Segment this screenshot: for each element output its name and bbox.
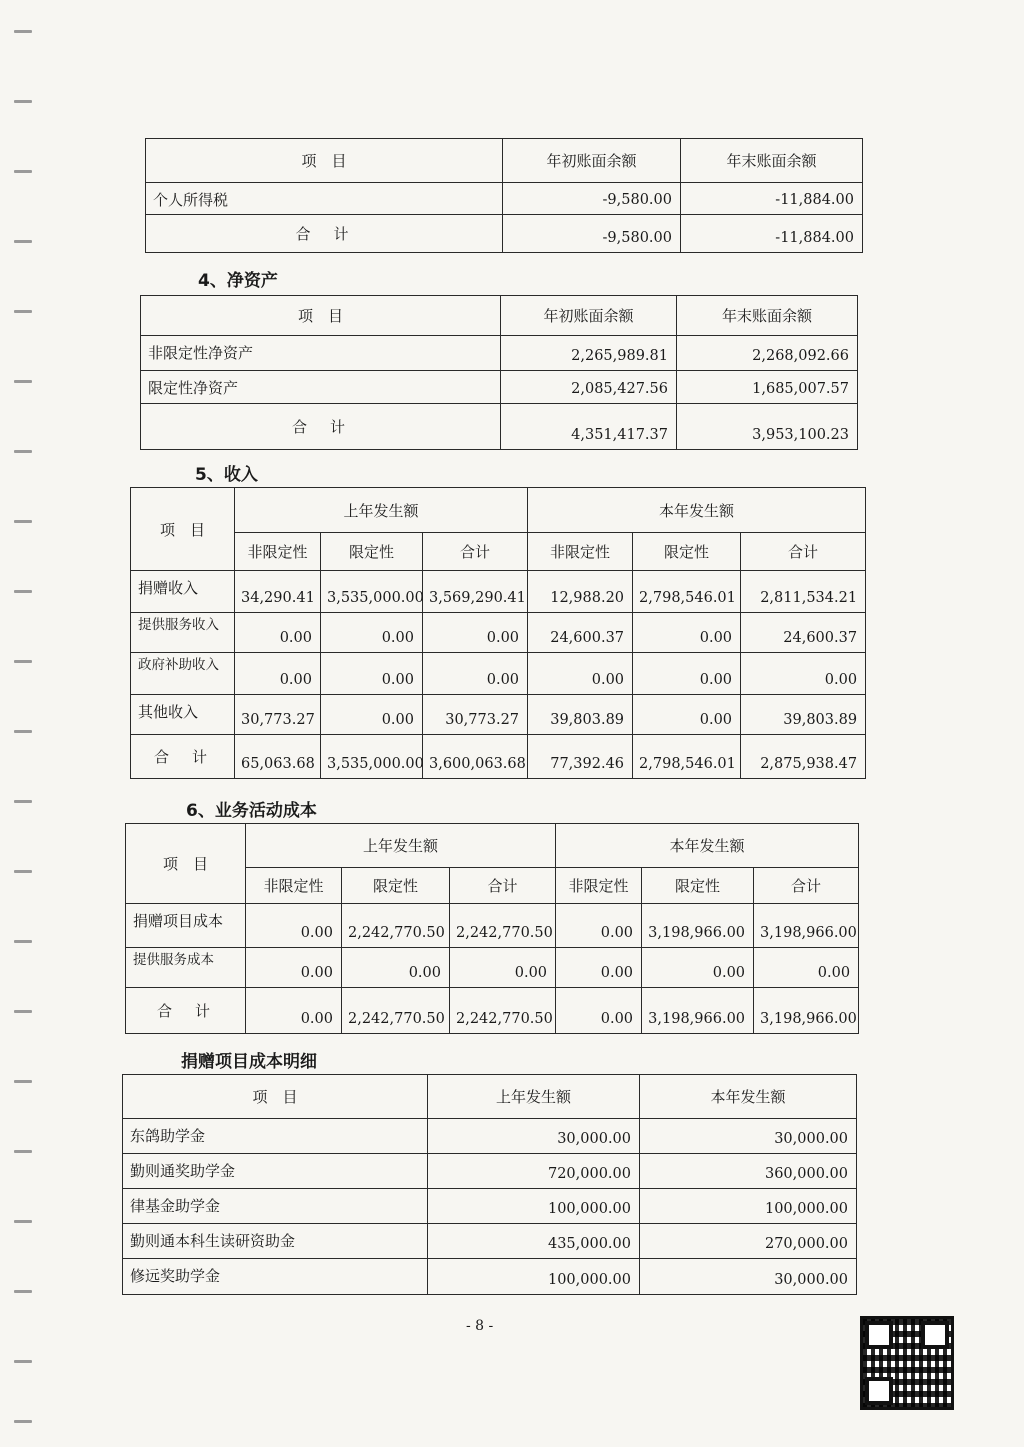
table-row [131, 653, 866, 695]
value-cell: 3,535,000.00 [321, 735, 423, 779]
value-cell: 0.00 [246, 988, 342, 1034]
table-row [146, 183, 863, 215]
value-cell: 0.00 [556, 988, 642, 1034]
curr-value: 30,000.00 [640, 1119, 857, 1154]
value-cell: 2,798,546.01 [633, 735, 741, 779]
value-cell: 3,198,966.00 [642, 988, 754, 1034]
value-cell: 3,198,966.00 [642, 904, 754, 948]
row-label: 提供服务成本 [126, 948, 246, 988]
value-cell: 3,600,063.68 [423, 735, 528, 779]
table-row [123, 1119, 857, 1154]
table-row [123, 1224, 857, 1259]
value-cell: 3,569,290.41 [423, 571, 528, 613]
curr-value: 360,000.00 [640, 1154, 857, 1189]
value-cell: 0.00 [342, 948, 450, 988]
value-cell: 0.00 [423, 613, 528, 653]
value-cell: 0.00 [754, 948, 859, 988]
header-curr-year: 本年发生额 [556, 824, 859, 868]
header-end-balance: 年末账面余额 [681, 139, 863, 183]
table-row [131, 613, 866, 653]
value-cell: 34,290.41 [235, 571, 321, 613]
value-cell: 65,063.68 [235, 735, 321, 779]
end-value: -11,884.00 [681, 215, 863, 253]
value-cell: 2,811,534.21 [741, 571, 866, 613]
sub-header-total: 合计 [423, 533, 528, 571]
header-begin-balance: 年初账面余额 [501, 296, 677, 336]
begin-value: -9,580.00 [503, 215, 681, 253]
row-label: 提供服务收入 [131, 613, 235, 653]
value-cell: 2,242,770.50 [450, 988, 556, 1034]
header-curr-year: 本年发生额 [528, 488, 866, 533]
sub-header-unrestricted: 非限定性 [246, 868, 342, 904]
net-assets-table [140, 295, 858, 450]
prev-value: 100,000.00 [428, 1189, 640, 1224]
sub-header-total: 合计 [741, 533, 866, 571]
curr-value: 100,000.00 [640, 1189, 857, 1224]
end-value: 2,268,092.66 [677, 336, 858, 371]
value-cell: 0.00 [321, 695, 423, 735]
table-row [126, 988, 859, 1034]
end-value: 1,685,007.57 [677, 371, 858, 404]
header-item: 项 目 [146, 139, 503, 183]
value-cell: 2,798,546.01 [633, 571, 741, 613]
value-cell: 2,242,770.50 [342, 904, 450, 948]
value-cell: 0.00 [556, 904, 642, 948]
row-label: 律基金助学金 [123, 1189, 428, 1224]
value-cell: 0.00 [246, 904, 342, 948]
value-cell: 0.00 [321, 653, 423, 695]
row-label: 合 计 [126, 988, 246, 1034]
value-cell: 2,242,770.50 [342, 988, 450, 1034]
value-cell: 39,803.89 [528, 695, 633, 735]
table-row [146, 215, 863, 253]
value-cell: 0.00 [633, 653, 741, 695]
value-cell: 2,242,770.50 [450, 904, 556, 948]
header-prev-year: 上年发生额 [246, 824, 556, 868]
curr-value: 270,000.00 [640, 1224, 857, 1259]
value-cell: 39,803.89 [741, 695, 866, 735]
value-cell: 2,875,938.47 [741, 735, 866, 779]
row-label: 合 计 [131, 735, 235, 779]
table-row [131, 695, 866, 735]
sub-header-restricted: 限定性 [642, 868, 754, 904]
row-label: 勤则通奖助学金 [123, 1154, 428, 1189]
prev-value: 435,000.00 [428, 1224, 640, 1259]
value-cell: 3,535,000.00 [321, 571, 423, 613]
begin-value: -9,580.00 [503, 183, 681, 215]
value-cell: 0.00 [450, 948, 556, 988]
value-cell: 0.00 [528, 653, 633, 695]
row-label: 捐赠收入 [131, 571, 235, 613]
prev-value: 100,000.00 [428, 1259, 640, 1295]
prev-value: 720,000.00 [428, 1154, 640, 1189]
sub-header-unrestricted: 非限定性 [556, 868, 642, 904]
table-row [141, 404, 858, 450]
value-cell: 30,773.27 [235, 695, 321, 735]
value-cell: 0.00 [633, 613, 741, 653]
section-title: 5、收入 [195, 465, 258, 485]
header-item: 项 目 [141, 296, 501, 336]
row-label: 捐赠项目成本 [126, 904, 246, 948]
table-row [126, 904, 859, 948]
tax-table [145, 138, 863, 253]
row-label: 个人所得税 [146, 183, 503, 215]
table-row [126, 948, 859, 988]
row-label: 限定性净资产 [141, 371, 501, 404]
row-label: 东鸽助学金 [123, 1119, 428, 1154]
header-prev-year: 上年发生额 [235, 488, 528, 533]
row-label: 政府补助收入 [131, 653, 235, 695]
header-item: 项 目 [123, 1075, 428, 1119]
sub-header-restricted: 限定性 [321, 533, 423, 571]
value-cell: 24,600.37 [528, 613, 633, 653]
value-cell: 3,198,966.00 [754, 904, 859, 948]
value-cell: 12,988.20 [528, 571, 633, 613]
row-label: 勤则通本科生读研资助金 [123, 1224, 428, 1259]
sub-header-total: 合计 [754, 868, 859, 904]
row-label: 合 计 [141, 404, 501, 450]
table-row [141, 371, 858, 404]
table-row [123, 1259, 857, 1295]
row-label: 修远奖助学金 [123, 1259, 428, 1295]
header-begin-balance: 年初账面余额 [503, 139, 681, 183]
table-row [131, 735, 866, 779]
header-item: 项 目 [126, 824, 246, 904]
begin-value: 2,085,427.56 [501, 371, 677, 404]
sub-header-restricted: 限定性 [633, 533, 741, 571]
end-value: 3,953,100.23 [677, 404, 858, 450]
sub-header-total: 合计 [450, 868, 556, 904]
value-cell: 0.00 [235, 613, 321, 653]
table-row [131, 571, 866, 613]
income-table [130, 487, 866, 779]
donation-detail-table [122, 1074, 857, 1295]
value-cell: 0.00 [642, 948, 754, 988]
value-cell: 30,773.27 [423, 695, 528, 735]
activity-cost-table [125, 823, 859, 1034]
curr-value: 30,000.00 [640, 1259, 857, 1295]
section-title: 6、业务活动成本 [186, 801, 317, 821]
table-row [123, 1189, 857, 1224]
header-prev-year: 上年发生额 [428, 1075, 640, 1119]
row-label: 非限定性净资产 [141, 336, 501, 371]
sub-header-restricted: 限定性 [342, 868, 450, 904]
qr-code-icon [860, 1316, 954, 1410]
value-cell: 77,392.46 [528, 735, 633, 779]
page-number: - 8 - [466, 1318, 494, 1334]
row-label: 合 计 [146, 215, 503, 253]
header-item: 项 目 [131, 488, 235, 571]
row-label: 其他收入 [131, 695, 235, 735]
value-cell: 0.00 [556, 948, 642, 988]
value-cell: 3,198,966.00 [754, 988, 859, 1034]
value-cell: 0.00 [633, 695, 741, 735]
section-title: 4、净资产 [198, 271, 278, 291]
header-end-balance: 年末账面余额 [677, 296, 858, 336]
prev-value: 30,000.00 [428, 1119, 640, 1154]
begin-value: 4,351,417.37 [501, 404, 677, 450]
sub-header-unrestricted: 非限定性 [235, 533, 321, 571]
section-title: 捐赠项目成本明细 [181, 1052, 317, 1072]
sub-header-unrestricted: 非限定性 [528, 533, 633, 571]
end-value: -11,884.00 [681, 183, 863, 215]
value-cell: 0.00 [423, 653, 528, 695]
value-cell: 0.00 [246, 948, 342, 988]
begin-value: 2,265,989.81 [501, 336, 677, 371]
value-cell: 0.00 [741, 653, 866, 695]
value-cell: 0.00 [235, 653, 321, 695]
header-curr-year: 本年发生额 [640, 1075, 857, 1119]
value-cell: 0.00 [321, 613, 423, 653]
table-row [123, 1154, 857, 1189]
value-cell: 24,600.37 [741, 613, 866, 653]
table-row [141, 336, 858, 371]
